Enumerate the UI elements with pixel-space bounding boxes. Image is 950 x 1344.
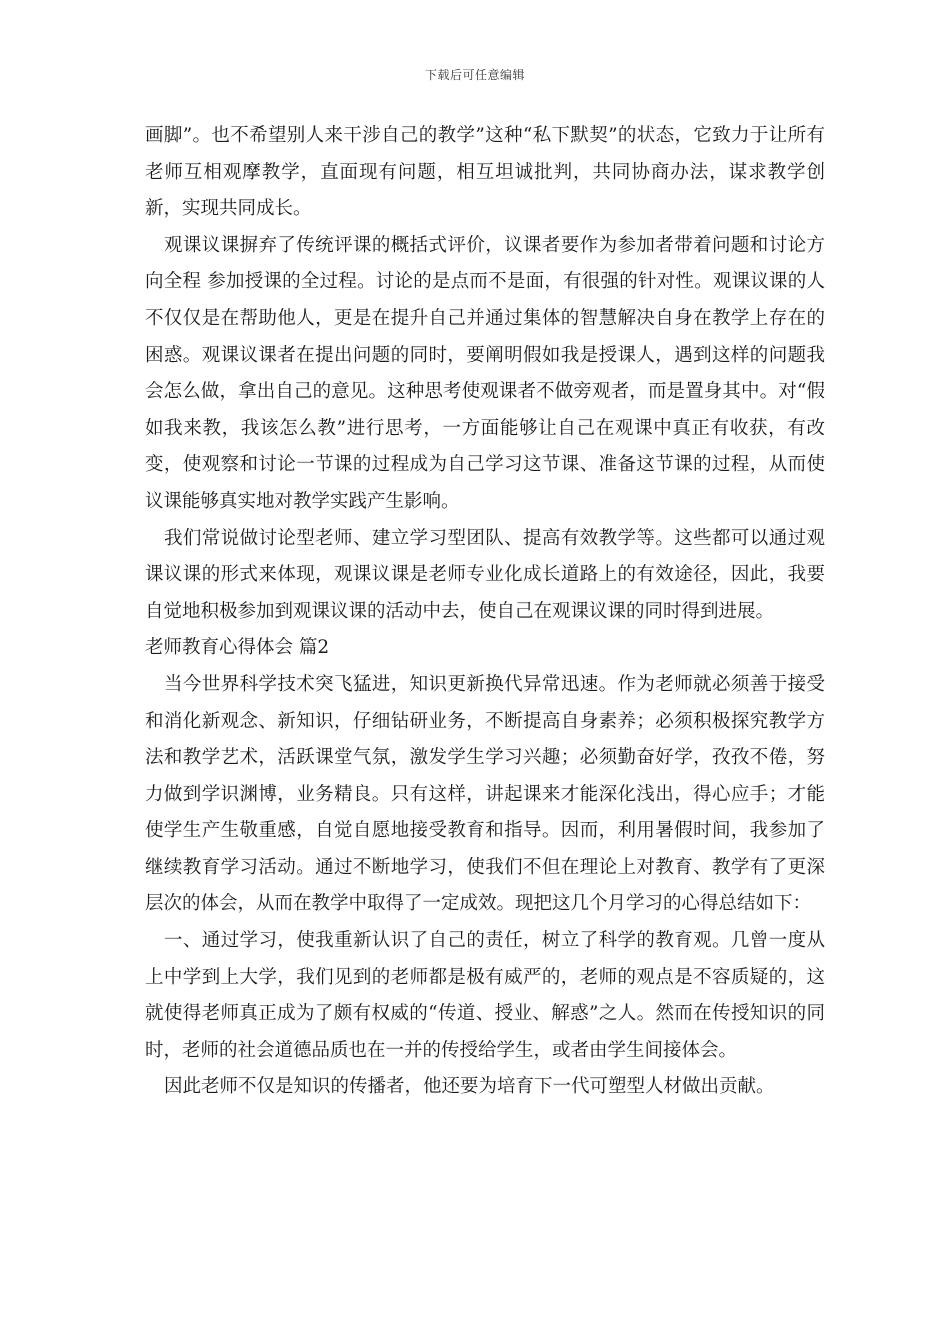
document-body — [145, 118, 825, 1106]
section-heading: 老师教育心得体会 篇2 — [145, 637, 330, 659]
paragraph: 当今世界科学技术突飞猛进，知识更新换代异常迅速。作为老师就必须善于接受和消化新观念、新知识，仔细钻研业务，不断提高自身素养；必须积极探究教学方法和教学艺术，活跃课堂气氛，激发学生学习兴趣；必须勤奋好学，孜孜不倦，努力做到学识渊博，业务精良。只有这样，讲起课来才能深化浅出，得心应手；才能使学生产生敬重感，自觉自愿地接受教育和指导。因而，利用暑假时间，我参加了继续教育学习活动。通过不断地学习，使我们不但在理论上对教育、教学有了更深层次的体会，从而在教学中取得了一定成效。现把这几个月学习的心得总结如下： — [145, 673, 825, 915]
page-header: 下载后可任意编辑 — [424, 68, 525, 82]
paragraph: 我们常说做讨论型老师、建立学习型团队、提高有效教学等。这些都可以通过观课议课的形式来体现，观课议课是老师专业化成长道路上的有效途径，因此，我要自觉地积极参加到观课议课的活动中去，使自己在观课议课的同时得到进展。 — [145, 527, 825, 622]
paragraph: 观课议课摒弃了传统评课的概括式评价，议课者要作为参加者带着问题和讨论方向全程 参加授课的全过程。讨论的是点而不是面，有很强的针对性。观课议课的人不仅仅是在帮助他人，更是在提升自己并通过集体的智慧解决自身在教学上存在的困惑。观课议课者在提出问题的同时，要阐明假如我是授课人，遇到这样的问题我会怎么做，拿出自己的意见。这种思考使观课者不做旁观者，而是置身其中。对“假如我来教，我该怎么教”进行思考，一方面能够让自己在观课中真正有收获，有改变，使观察和讨论一节课的过程成为自己学习这节课、准备这节课的过程，从而使议课能够真实地对教学实践产生影响。 — [145, 234, 825, 512]
paragraph: 一、通过学习，使我重新认识了自己的责任，树立了科学的教育观。几曾一度从上中学到上大学，我们见到的老师都是极有威严的，老师的观点是不容质疑的，这就使得老师真正成为了颇有权威的“传道、授业、解惑”之人。然而在传授知识的同时，老师的社会道德品质也在一并的传授给学生，或者由学生间接体会。 — [145, 930, 825, 1061]
paragraph: 画脚”。也不希望别人来干涉自己的教学”这种“私下默契”的状态，它致力于让所有老师互相观摩教学，直面现有问题，相互坦诚批判，共同协商办法，谋求教学创新，实现共同成长。 — [145, 125, 825, 220]
paragraph: 因此老师不仅是知识的传播者，他还要为培育下一代可塑型人材做出贡献。 — [164, 1076, 775, 1098]
